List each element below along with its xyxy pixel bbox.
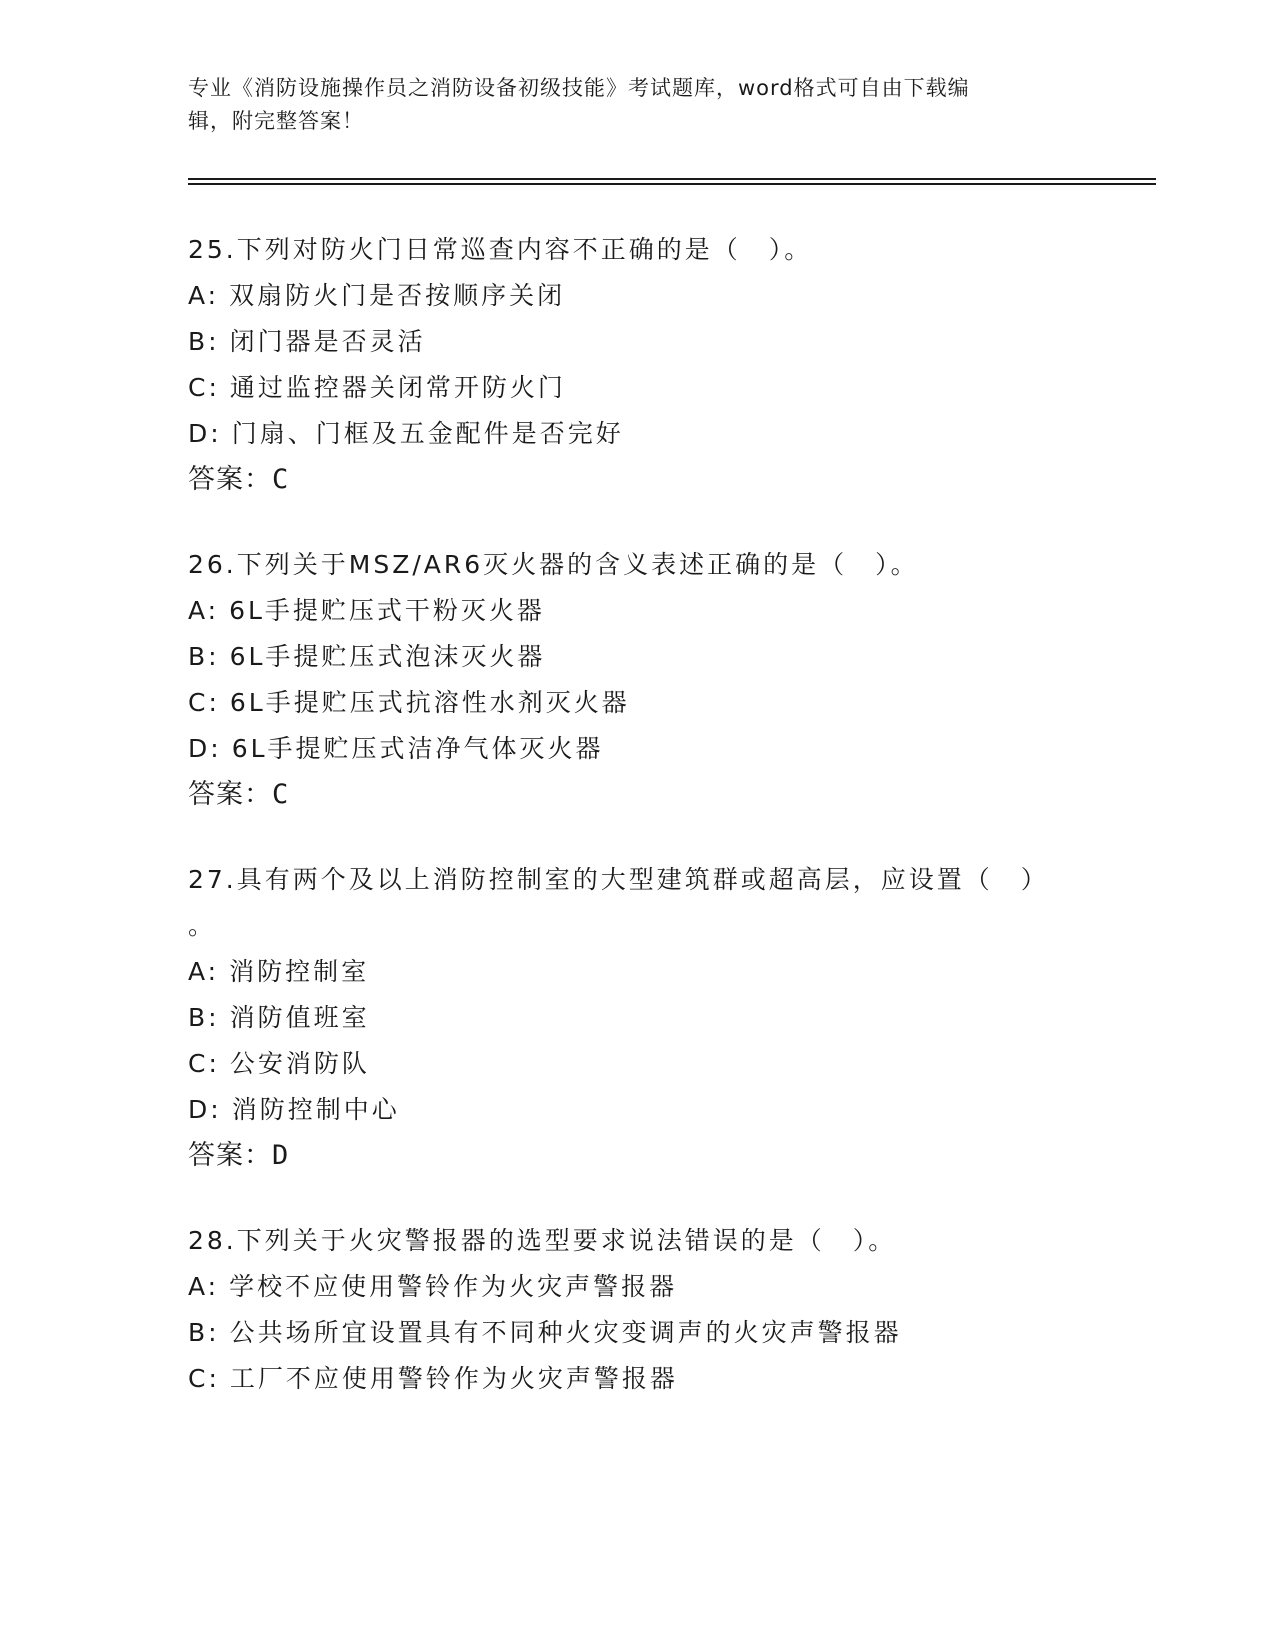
question-27: [188, 857, 1088, 1179]
option-text: 消防控制室: [229, 957, 370, 986]
option-text: 6L手提贮压式抗溶性水剂灭火器: [229, 688, 630, 717]
option-b: [188, 319, 1088, 365]
option-c: [188, 365, 1088, 411]
option-a: [188, 273, 1088, 319]
option-key: D:: [188, 1095, 222, 1124]
answer-value: C: [272, 779, 290, 810]
option-text: 学校不应使用警铃作为火灾声警报器: [229, 1272, 678, 1301]
option-key: B:: [188, 1318, 220, 1347]
header-line-1: 专业《消防设施操作员之消防设备初级技能》考试题库，word格式可自由下载编: [188, 76, 970, 100]
option-d: [188, 726, 1088, 772]
option-key: B:: [188, 327, 220, 356]
answer-value: C: [272, 464, 290, 495]
option-d: [188, 411, 1088, 457]
option-key: C:: [188, 1364, 220, 1393]
option-key: C:: [188, 1049, 220, 1078]
option-text: 工厂不应使用警铃作为火灾声警报器: [229, 1364, 678, 1393]
option-key: A:: [188, 596, 220, 625]
question-stem-continued: 。: [188, 911, 217, 940]
answer-value: D: [272, 1140, 290, 1171]
option-key: B:: [188, 1003, 220, 1032]
option-d: [188, 1087, 1088, 1133]
option-key: A:: [188, 1272, 220, 1301]
option-key: D:: [188, 734, 222, 763]
header-line-2: 辑，附完整答案！: [188, 109, 364, 133]
option-key: A:: [188, 281, 220, 310]
option-c: [188, 1041, 1088, 1087]
option-a: [188, 1264, 1088, 1310]
option-b: [188, 1310, 1088, 1356]
option-c: [188, 1356, 1088, 1402]
option-text: 6L手提贮压式洁净气体灭火器: [231, 734, 604, 763]
option-text: 通过监控器关闭常开防火门: [229, 373, 566, 402]
option-text: 门扇、门框及五金配件是否完好: [231, 419, 624, 448]
answer-label: 答案：: [188, 1140, 272, 1171]
option-b: [188, 634, 1088, 680]
option-a: [188, 949, 1088, 995]
question-stem: 26.下列关于MSZ/AR6灭火器的含义表述正确的是（ ）。: [188, 550, 919, 579]
header-divider-bottom: [188, 183, 1156, 185]
answer-label: 答案：: [188, 464, 272, 495]
question-stem: 27.具有两个及以上消防控制室的大型建筑群或超高层，应设置（ ）: [188, 865, 1049, 894]
option-text: 消防值班室: [229, 1003, 370, 1032]
option-text: 公共场所宜设置具有不同种火灾变调声的火灾声警报器: [229, 1318, 902, 1347]
option-text: 公安消防队: [229, 1049, 370, 1078]
option-text: 闭门器是否灵活: [229, 327, 426, 356]
answer-line: [188, 457, 1088, 503]
question-25: [188, 227, 1088, 503]
option-key: C:: [188, 373, 220, 402]
option-text: 双扇防火门是否按顺序关闭: [229, 281, 566, 310]
option-text: 消防控制中心: [231, 1095, 400, 1124]
option-key: B:: [188, 642, 220, 671]
header-divider-top: [188, 178, 1156, 180]
question-26: [188, 542, 1088, 818]
question-28: [188, 1218, 1088, 1402]
answer-line: [188, 772, 1088, 818]
option-c: [188, 680, 1088, 726]
option-b: [188, 995, 1088, 1041]
option-text: 6L手提贮压式泡沫灭火器: [229, 642, 546, 671]
option-key: D:: [188, 419, 222, 448]
question-stem: 28.下列关于火灾警报器的选型要求说法错误的是（ ）。: [188, 1226, 897, 1255]
option-key: A:: [188, 957, 220, 986]
answer-label: 答案：: [188, 779, 272, 810]
question-stem: 25.下列对防火门日常巡查内容不正确的是（ ）。: [188, 235, 813, 264]
answer-line: [188, 1133, 1088, 1179]
document-header: [188, 72, 1088, 138]
option-a: [188, 588, 1088, 634]
option-key: C:: [188, 688, 220, 717]
option-text: 6L手提贮压式干粉灭火器: [229, 596, 545, 625]
